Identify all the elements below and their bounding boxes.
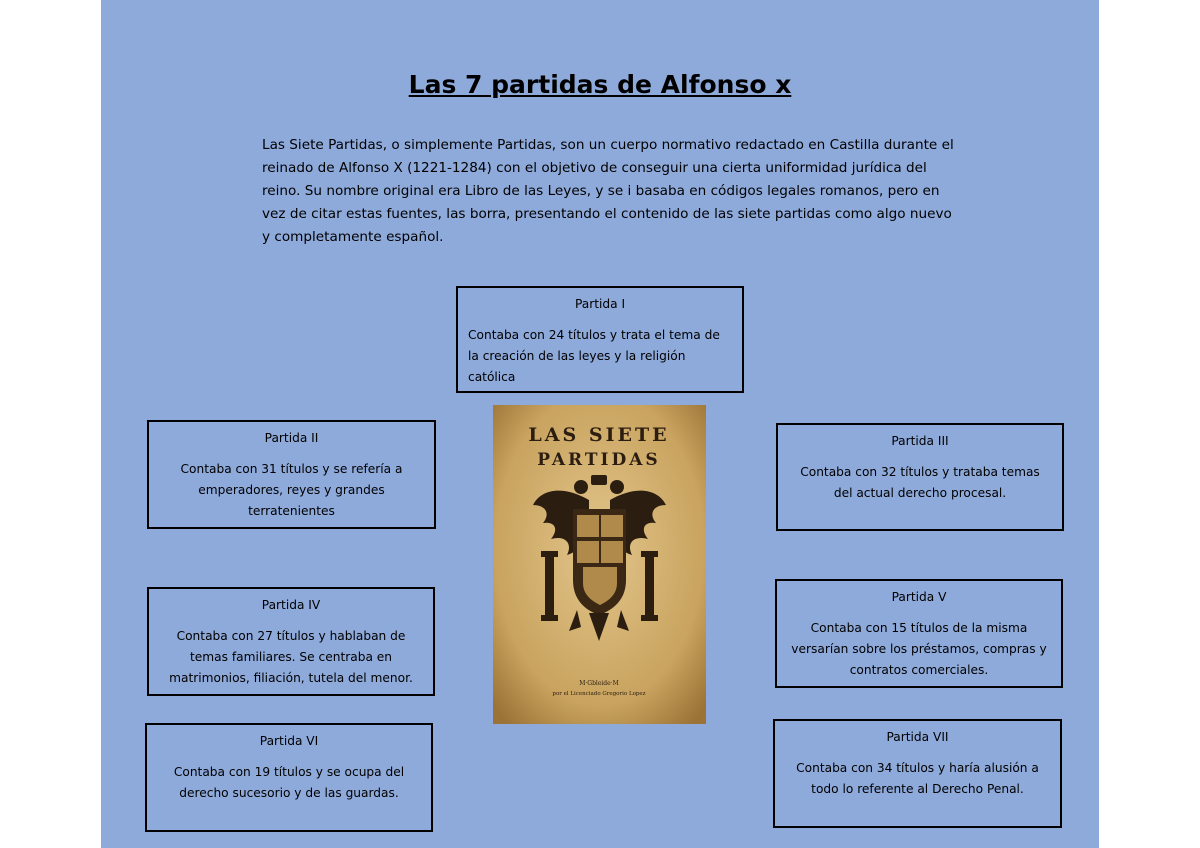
book-cover-image	[493, 405, 706, 724]
partida-1-text: Contaba con 24 títulos y trata el tema de la creación de las leyes y la religión católica	[468, 328, 720, 384]
partida-4-text: Contaba con 27 títulos y hablaban de temas familiares. Se centraba en matrimonios, filiación, tutela del menor.	[169, 629, 413, 685]
partida-4-box	[147, 587, 435, 696]
cover-imprint-line1: M·Gbleide·M	[579, 680, 619, 687]
partida-3-text: Contaba con 32 títulos y trataba temas del actual derecho procesal.	[800, 465, 1040, 500]
cover-imprint-line2: por el Licenciado Gregorio Lopez	[552, 691, 646, 697]
partida-7-text: Contaba con 34 títulos y haría alusión a todo lo referente al Derecho Penal.	[796, 761, 1039, 796]
partida-5-text: Contaba con 15 títulos de la misma versarían sobre los préstamos, compras y contratos comerciales.	[791, 621, 1047, 677]
intro-paragraph: Las Siete Partidas, o simplemente Partidas, son un cuerpo normativo redactado en Castilla durante el reinado de Alfonso X (1221-1284) con el objetivo de conseguir una cierta uniformidad jurídica del reino. Su nombre original era Libro de las Leyes, y se i basaba en códigos legales romanos, pero en vez de citar estas fuentes, las borra, presentando el contenido de las siete partidas como algo nuevo y completamente español.	[262, 137, 954, 245]
partida-5-heading: Partida V	[891, 590, 947, 604]
partida-6-text: Contaba con 19 títulos y se ocupa del derecho sucesorio y de las guardas.	[173, 765, 405, 800]
partida-6-heading: Partida VI	[259, 734, 319, 748]
partida-4-heading: Partida IV	[261, 598, 321, 612]
partida-7-box	[773, 719, 1062, 828]
page-title: Las 7 partidas de Alfonso x	[408, 70, 792, 99]
cover-title-line2: PARTIDAS	[537, 450, 661, 470]
partida-1-heading: Partida I	[574, 297, 626, 311]
partida-2-box	[147, 420, 436, 529]
partida-2-heading: Partida II	[264, 431, 319, 445]
partida-3-box	[776, 423, 1064, 531]
partida-3-heading: Partida III	[891, 434, 949, 448]
partida-6-box	[145, 723, 433, 832]
partida-5-box	[775, 579, 1063, 688]
partida-1-box	[456, 286, 744, 393]
cover-title-line1: LAS SIETE	[528, 424, 670, 446]
partida-2-text: Contaba con 31 títulos y se refería a emperadores, reyes y grandes terratenientes	[180, 462, 403, 518]
partida-7-heading: Partida VII	[886, 730, 949, 744]
